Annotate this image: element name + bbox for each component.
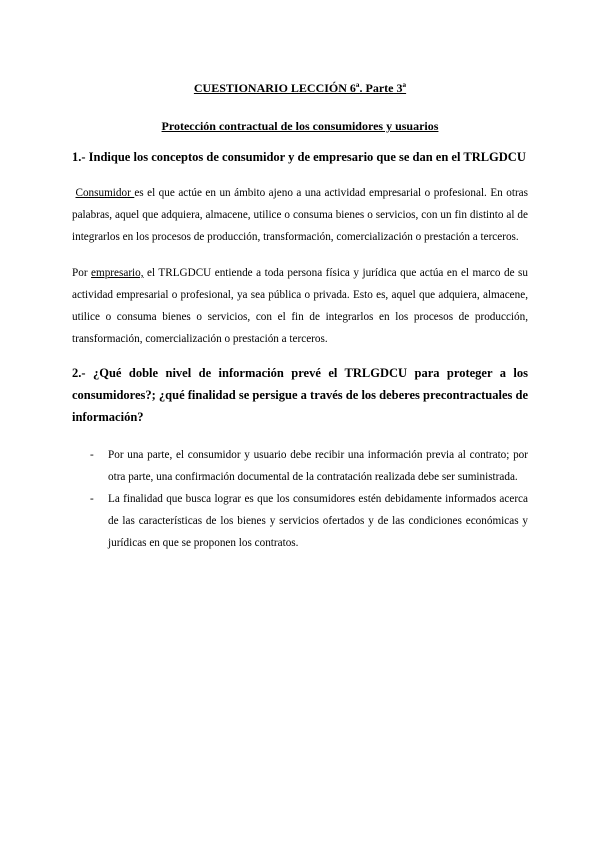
empresario-definition: el TRLGDCU entiende a toda persona física y jurídica que actúa en el marco de su actividad empresarial o profesional, ya sea pública o privada. Esto es, aquel que adquiera, almacene, utilice o consuma bienes o servicios, con el fin de integrarlos en los procesos de producción, transformación, comercialización o prestación a terceros. [72, 267, 528, 345]
empresario-term: empresario, [91, 267, 144, 279]
list-item-text: La finalidad que busca lograr es que los consumidores estén debidamente informados acerca de las características de los bienes y servicios ofertados y de las condiciones económicas y jurídicas en que se proponen los contratos. [108, 493, 528, 549]
empresario-lead: Por [72, 267, 92, 279]
list-item [72, 444, 528, 488]
question-2-heading: 2.- ¿Qué doble nivel de información prevé el TRLGDCU para proteger a los consumidores?; ¿qué finalidad se persigue a través de los deberes precontractuales de información? [72, 366, 528, 424]
list-item-text: Por una parte, el consumidor y usuario debe recibir una información previa al contrato; por otra parte, una confirmación documental de la contratación realizada debe ser suministrada. [108, 449, 528, 483]
list-item [72, 488, 528, 554]
empresario-paragraph [72, 262, 528, 350]
consumidor-paragraph [72, 182, 528, 248]
consumidor-definition: es el que actúe en un ámbito ajeno a una actividad empresarial o profesional. En otras palabras, aquel que adquiera, almacene, utilice o consuma bienes o servicios, con un fin distinto al de integrarlos en los procesos de producción, transformación, comercialización o prestación a terceros. [72, 187, 529, 243]
document-content [72, 80, 528, 554]
question-1-heading: 1.- Indique los conceptos de consumidor y de empresario que se dan en el TRLGDCU [72, 150, 526, 164]
consumidor-term: Consumidor [75, 187, 135, 199]
dash-bullet: - [90, 493, 94, 505]
document-subtitle: Protección contractual de los consumidores y usuarios [161, 119, 439, 133]
dash-bullet: - [90, 449, 94, 461]
answer-list [72, 444, 528, 554]
document-title: CUESTIONARIO LECCIÓN 6ª. Parte 3ª [193, 81, 407, 95]
